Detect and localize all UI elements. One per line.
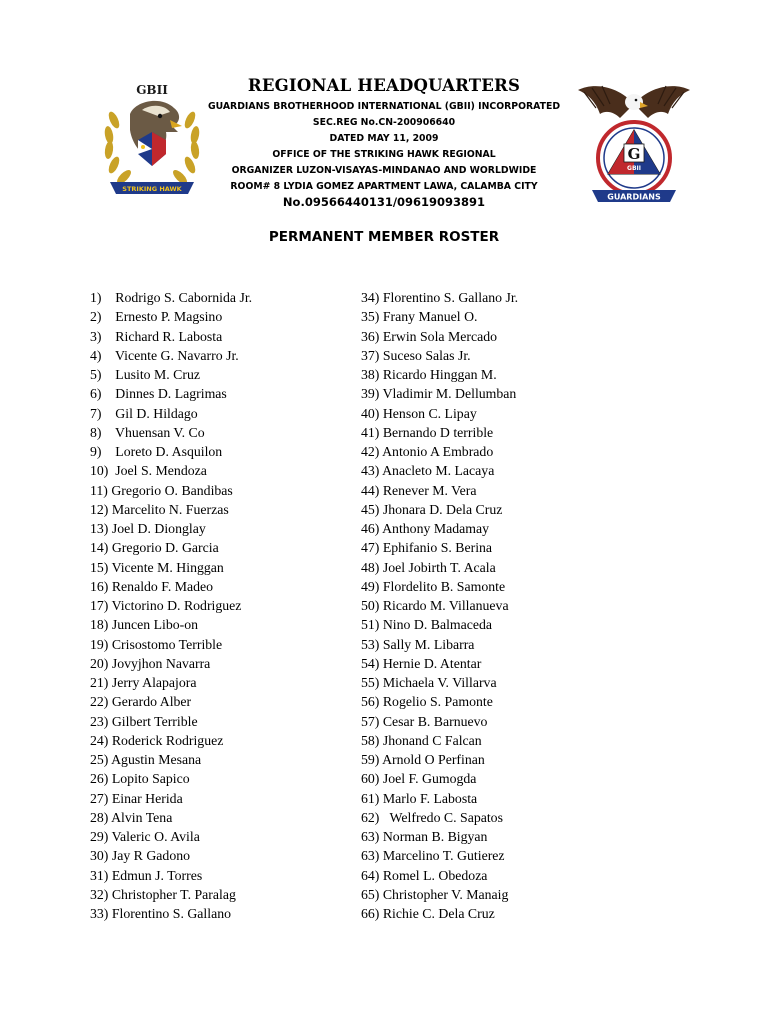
letterhead-line-date: DATED MAY 11, 2009 — [329, 133, 439, 144]
gbii-hawk-logo — [96, 80, 208, 202]
member-row: 49) Flordelito B. Samonte — [361, 578, 506, 594]
member-row: 37) Suceso Salas Jr. — [361, 347, 471, 363]
member-row: 66) Richie C. Dela Cruz — [361, 906, 495, 921]
letterhead-phone: No.09566440131/09619093891 — [282, 195, 486, 209]
member-row: 63) Norman B. Bigyan — [361, 829, 488, 844]
member-row: 32) Christopher T. Paralag — [90, 886, 236, 902]
member-row: 43) Anacleto M. Lacaya — [361, 463, 495, 479]
emblem-banner-text: GUARDIANS — [607, 192, 661, 202]
member-row: 38) Ricardo Hinggan M. — [361, 367, 497, 382]
member-row: 14) Gregorio D. Garcia — [90, 540, 219, 556]
member-row: 53) Sally M. Libarra — [361, 636, 475, 652]
member-row: 55) Michaela V. Villarva — [361, 675, 497, 690]
member-list-left — [90, 288, 360, 923]
member-row: 40) Henson C. Lipay — [361, 405, 477, 421]
letterhead — [200, 76, 568, 209]
member-row: 31) Edmun J. Torres — [90, 867, 203, 883]
member-row: 61) Marlo F. Labosta — [361, 790, 478, 806]
member-row: 10) Joel S. Mendoza — [90, 463, 207, 479]
member-row: 62) Welfredo C. Sapatos — [361, 809, 503, 825]
member-row: 59) Arnold O Perfinan — [361, 752, 485, 767]
member-row: 18) Juncen Libo-on — [90, 617, 199, 633]
member-row: 56) Rogelio S. Pamonte — [361, 694, 493, 710]
member-row: 12) Marcelito N. Fuerzas — [90, 501, 229, 517]
member-row: 64) Romel L. Obedoza — [361, 867, 488, 883]
member-row: 50) Ricardo M. Villanueva — [361, 598, 509, 613]
member-row: 25) Agustin Mesana — [90, 752, 202, 767]
member-row: 21) Jerry Alapajora — [90, 675, 197, 690]
member-row: 17) Victorino D. Rodriguez — [90, 598, 242, 613]
member-row: 47) Ephifanio S. Berina — [361, 540, 493, 556]
eagle-emblem-icon — [574, 78, 694, 208]
member-row: 54) Hernie D. Atentar — [361, 655, 482, 671]
member-row: 6) Dinnes D. Lagrimas — [90, 386, 227, 402]
member-row: 4) Vicente G. Navarro Jr. — [90, 347, 239, 363]
member-row: 16) Renaldo F. Madeo — [90, 578, 214, 594]
emblem-letter: G — [627, 145, 641, 163]
roster-heading: PERMANENT MEMBER ROSTER — [268, 229, 500, 245]
hawk-emblem-icon — [96, 80, 208, 202]
member-row: 65) Christopher V. Manaig — [361, 886, 509, 902]
letterhead-line-organizer: ORGANIZER LUZON-VISAYAS-MINDANAO AND WORLDWIDE — [231, 165, 537, 176]
member-row: 63) Marcelino T. Gutierez — [361, 848, 505, 864]
member-row: 29) Valeric O. Avila — [90, 829, 200, 844]
member-row: 44) Renever M. Vera — [361, 482, 477, 498]
logo-ribbon-text: STRIKING HAWK — [122, 185, 182, 193]
member-row: 58) Jhonand C Falcan — [361, 732, 482, 748]
member-row: 28) Alvin Tena — [90, 809, 173, 825]
member-row: 33) Florentino S. Gallano — [90, 906, 232, 921]
member-row: 15) Vicente M. Hinggan — [90, 559, 224, 575]
member-row: 34) Florentino S. Gallano Jr. — [361, 290, 519, 305]
member-row: 9) Loreto D. Asquilon — [90, 444, 223, 459]
guardians-eagle-logo — [574, 78, 694, 208]
member-row: 7) Gil D. Hildago — [90, 405, 198, 421]
logo-top-text: GBII — [136, 83, 168, 97]
member-row: 27) Einar Herida — [90, 790, 183, 806]
member-row: 45) Jhonara D. Dela Cruz — [361, 501, 503, 517]
member-row: 51) Nino D. Balmaceda — [361, 617, 493, 633]
member-row: 46) Anthony Madamay — [361, 521, 489, 536]
letterhead-line-address: ROOM# 8 LYDIA GOMEZ APARTMENT LAWA, CALAMBA CITY — [230, 181, 538, 192]
member-row: 48) Joel Jobirth T. Acala — [361, 559, 496, 575]
member-row: 20) Jovyjhon Navarra — [90, 655, 211, 671]
letterhead-line-office: OFFICE OF THE STRIKING HAWK REGIONAL — [272, 149, 496, 160]
letterhead-line-sec-reg: SEC.REG No.CN-200906640 — [312, 117, 456, 128]
letterhead-line-organization: GUARDIANS BROTHERHOOD INTERNATIONAL (GBII) INCORPORATED — [207, 101, 561, 112]
member-row: 3) Richard R. Labosta — [90, 328, 223, 344]
member-row: 24) Roderick Rodriguez — [90, 732, 224, 748]
member-row: 60) Joel F. Gumogda — [361, 771, 477, 787]
member-row: 42) Antonio A Embrado — [361, 444, 494, 459]
member-row: 8) Vhuensan V. Co — [90, 424, 205, 440]
member-row: 11) Gregorio O. Bandibas — [90, 482, 233, 498]
member-row: 57) Cesar B. Barnuevo — [361, 713, 488, 729]
member-row: 35) Frany Manuel O. — [361, 309, 478, 325]
member-row: 36) Erwin Sola Mercado — [361, 328, 498, 344]
emblem-small-text: GBII — [627, 165, 641, 172]
member-row: 22) Gerardo Alber — [90, 694, 192, 710]
member-row: 30) Jay R Gadono — [90, 848, 191, 864]
member-row: 1) Rodrigo S. Cabornida Jr. — [90, 290, 253, 305]
member-row: 26) Lopito Sapico — [90, 771, 190, 787]
member-row: 2) Ernesto P. Magsino — [90, 309, 223, 325]
member-row: 19) Crisostomo Terrible — [90, 636, 223, 652]
member-row: 39) Vladimir M. Dellumban — [361, 386, 517, 402]
letterhead-title: REGIONAL HEADQUARTERS — [247, 76, 521, 95]
member-list-right — [361, 288, 631, 923]
member-row: 41) Bernando D terrible — [361, 424, 494, 440]
member-row: 5) Lusito M. Cruz — [90, 367, 200, 382]
member-row: 23) Gilbert Terrible — [90, 713, 198, 729]
member-row: 13) Joel D. Dionglay — [90, 521, 206, 536]
